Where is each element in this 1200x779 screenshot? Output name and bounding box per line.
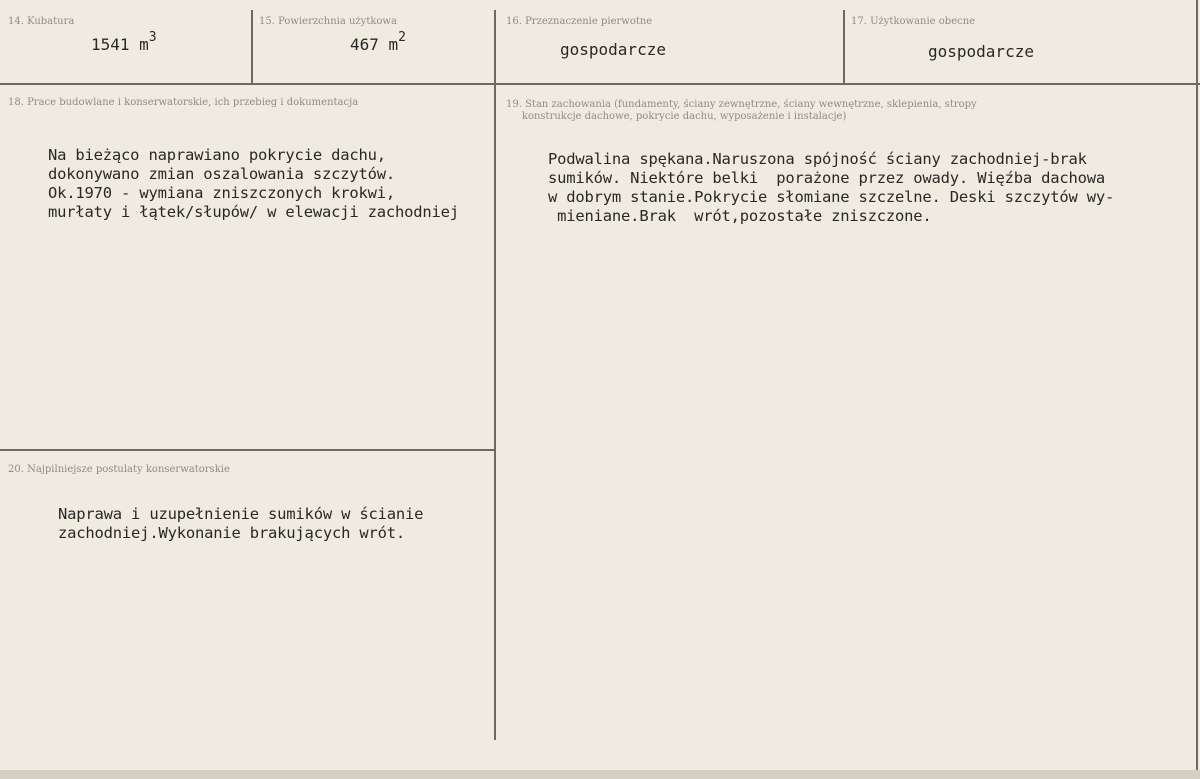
divider-v-14-15 [251,10,253,83]
field-15-number: 467 m [350,35,399,54]
field-19-text: Podwalina spękana.Naruszona spójność ściany zachodniej-brak sumików. Niektóre belki porażone przez owady. Więźba dachowa w dobrym stanie.Pokrycie słomiane szczelne. Deski szczytów wy- mieniane.Brak wrót,pozostałe zniszczone. [548,150,1115,225]
divider-v-16-17 [843,10,845,83]
field-20-text: Naprawa i uzupełnienie sumików w ścianie zachodniej.Wykonanie brakujących wrót. [58,505,424,542]
field-14-exponent: 3 [148,30,157,45]
field-17-value: gospodarcze [928,42,1034,61]
field-14-number: 1541 m [91,35,149,54]
field-14-label: 14. Kubatura [8,16,75,27]
divider-h-top [0,83,1200,85]
field-18-label: 18. Prace budowlane i konserwatorskie, ich przebieg i dokumentacja [8,97,359,108]
field-18-text: Na bieżąco naprawiano pokrycie dachu, dokonywano zmian oszalowania szczytów. Ok.1970 - wymiana zniszczonych krokwi, murłaty i łątek/słupów/ w elewacji zachodniej [48,146,459,221]
divider-v-15-16 [494,10,496,83]
divider-v-right-edge [1196,0,1198,770]
field-15-label: 15. Powierzchnia użytkowa [259,16,397,27]
field-20-label: 20. Najpilniejsze postulaty konserwatorskie [8,464,230,475]
card-bottom-edge [0,770,1200,779]
field-16-value: gospodarcze [560,40,666,59]
divider-h-section-20 [0,449,494,451]
field-15-value [350,30,406,54]
divider-v-main [494,85,496,740]
field-19-label: 19. Stan zachowania (fundamenty, ściany zewnętrzne, ściany wewnętrzne, sklepienia, stropy konstrukcje dachowe, pokrycie dachu, wyposażenie i instalacje) [506,99,977,122]
field-17-label: 17. Użytkowanie obecne [851,16,976,27]
field-14-value [91,30,157,54]
field-16-label: 16. Przeznaczenie pierwotne [506,16,653,27]
field-15-exponent: 2 [398,30,406,45]
